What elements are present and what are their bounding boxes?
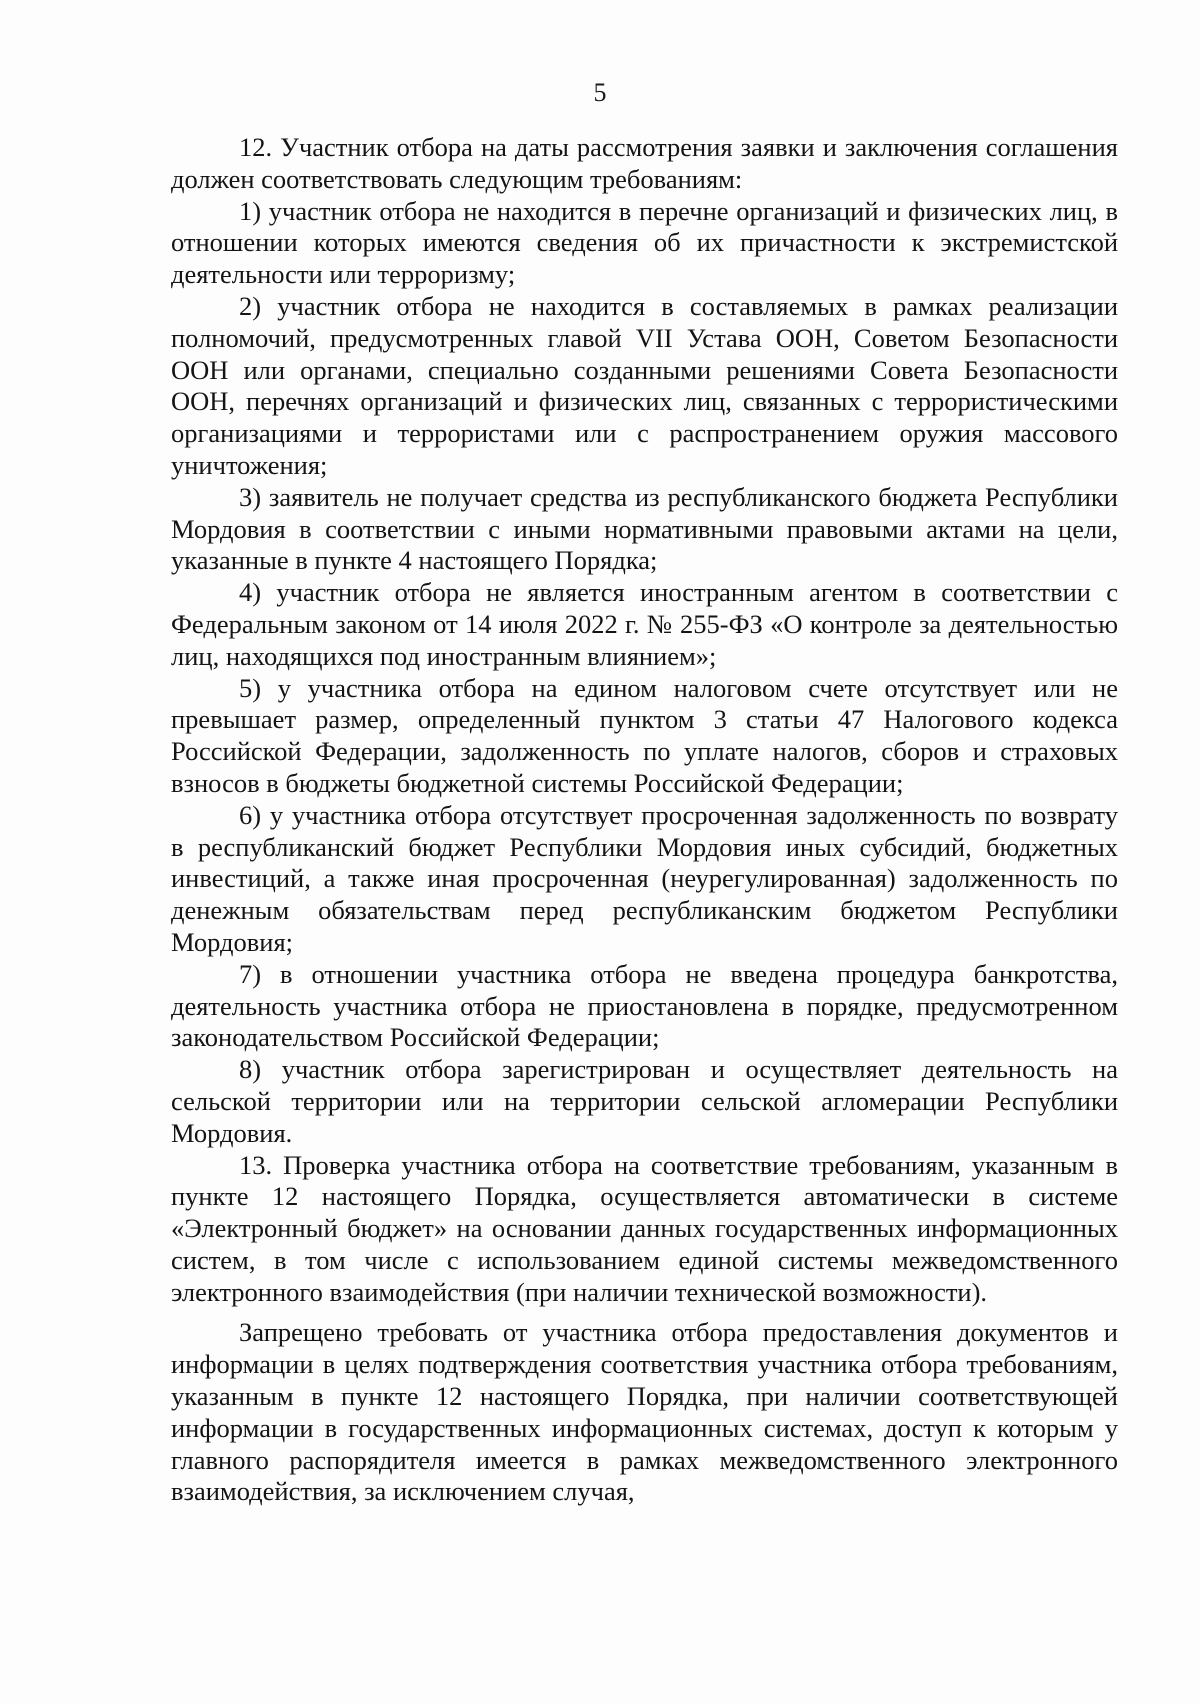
paragraph-item-13: 13. Проверка участника отбора на соответствие требованиям, указанным в пункте 12 настоящего Порядка, осуществляется автоматически в системе «Электронный бюджет» на основании данных государственных информационных систем, в том числе с использованием единой системы межведомственного электронного взаимодействия (при наличии технической возможности).	[171, 1149, 1118, 1307]
paragraph-subitem-1: 1) участник отбора не находится в перечне организаций и физических лиц, в отношении которых имеются сведения об их причастности к экстремистской деятельности или терроризму;	[171, 195, 1118, 290]
paragraph-subitem-6: 6) у участника отбора отсутствует просроченная задолженность по возврату в республиканский бюджет Республики Мордовия иных субсидий, бюджетных инвестиций, а также иная просроченная (неурегулированная) задолженность по денежным обязательствам перед республиканским бюджетом Республики Мордовия;	[171, 799, 1118, 957]
paragraph-subitem-3: 3) заявитель не получает средства из республиканского бюджета Республики Мордовия в соответствии с иными нормативными правовыми актами на цели, указанные в пункте 4 настоящего Порядка;	[171, 481, 1118, 576]
page-number: 5	[593, 78, 607, 107]
document-body	[171, 132, 1118, 1508]
paragraph-subitem-5: 5) у участника отбора на едином налоговом счете отсутствует или не превышает размер, определенный пунктом 3 статьи 47 Налогового кодекса Российской Федерации, задолженность по уплате налогов, сборов и страховых взносов в бюджеты бюджетной системы Российской Федерации;	[171, 672, 1118, 798]
paragraph-subitem-7: 7) в отношении участника отбора не введена процедура банкротства, деятельность участника отбора не приостановлена в порядке, предусмотренном законодательством Российской Федерации;	[171, 958, 1118, 1053]
paragraph-subitem-2: 2) участник отбора не находится в составляемых в рамках реализации полномочий, предусмотренных главой VII Устава ООН, Советом Безопасности ООН или органами, специально созданными решениями Совета Безопасности ООН, перечнях организаций и физических лиц, связанных с террористическими организациями и террористами или с распространением оружия массового уничтожения;	[171, 290, 1118, 480]
paragraph-subitem-4: 4) участник отбора не является иностранным агентом в соответствии с Федеральным законом от 14 июля 2022 г. № 255-ФЗ «О контроле за деятельностью лиц, находящихся под иностранным влиянием»;	[171, 577, 1118, 671]
paragraph-item-12: 12. Участник отбора на даты рассмотрения заявки и заключения соглашения должен соответствовать следующим требованиям:	[171, 132, 1118, 194]
paragraph-subitem-8: 8) участник отбора зарегистрирован и осуществляет деятельность на сельской территории или на территории сельской агломерации Республики Мордовия.	[171, 1054, 1118, 1148]
paragraph-prohibition: Запрещено требовать от участника отбора предоставления документов и информации в целях подтверждения соответствия участника отбора требованиям, указанным в пункте 12 настоящего Порядка, при наличии соответствующей информации в государственных информационных системах, доступ к которым у главного распорядителя имеется в рамках межведомственного электронного взаимодействия, за исключением случая,	[171, 1317, 1118, 1507]
